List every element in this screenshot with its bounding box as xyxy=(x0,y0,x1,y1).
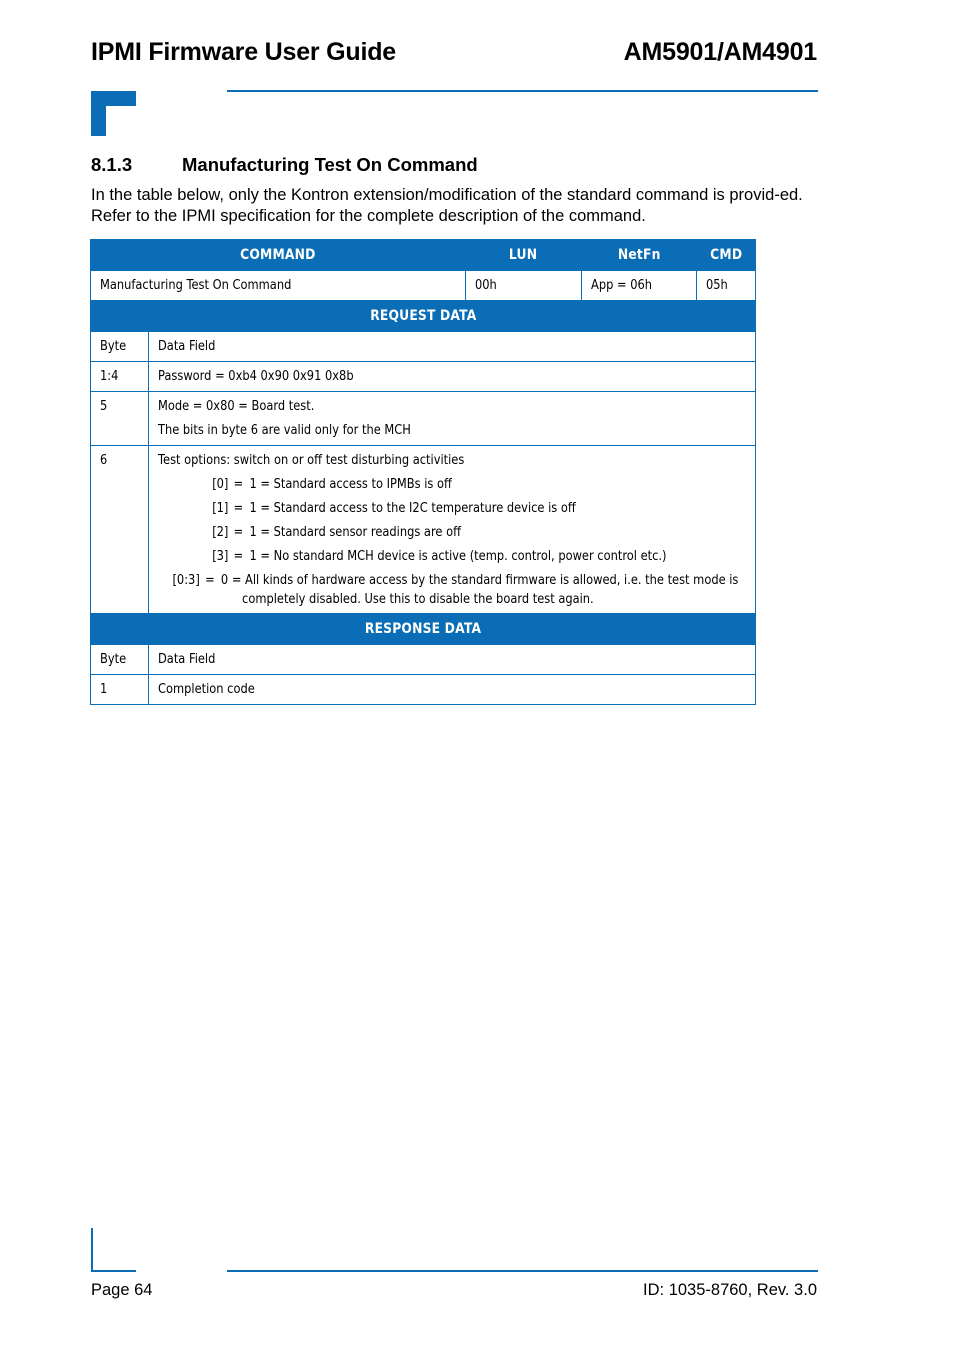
document-title: IPMI Firmware User Guide xyxy=(91,38,397,66)
header-lun: LUN xyxy=(466,240,582,271)
table-row xyxy=(91,392,756,446)
field-cell: Test options: switch on or off test disturbing activities [0] = 1 = Standard access to IPMBs is off [1] = 1 = Standard access to the I2C temperature device is off [2] = 1 = Standard sensor readings are off [3] = 1 = No standard MCH device is active (temp. control, power control etc.) [0:3] = 0 = All kinds of hardware access by the standard firmware is allowed, i.e. the test mode is completely disabled. Use this to disable the board test again. xyxy=(149,446,756,614)
option-item: [3] = 1 = No standard MCH device is active (temp. control, power control etc.) xyxy=(212,549,667,564)
response-data-title: RESPONSE DATA xyxy=(91,614,756,645)
field-cell: Password = 0xb4 0x90 0x91 0x8b xyxy=(149,362,756,392)
corner-mark-bottom xyxy=(91,1228,136,1272)
byte-cell: 1 xyxy=(91,675,149,705)
option-item: [0:3] = 0 = All kinds of hardware access by the standard firmware is allowed, i.e. the test mode is completely disabled. Use this to disable the board test again. xyxy=(172,573,739,607)
table-row xyxy=(91,675,756,705)
byte-cell: 6 xyxy=(91,446,149,614)
header-cmd: CMD xyxy=(697,240,756,271)
request-title-row xyxy=(91,301,756,332)
option-item: [2] = 1 = Standard sensor readings are off xyxy=(212,525,461,540)
field-cell: Completion code xyxy=(149,675,756,705)
section-number: 8.1.3 xyxy=(91,154,133,175)
command-name: Manufacturing Test On Command xyxy=(91,271,466,301)
request-header-row xyxy=(91,332,756,362)
response-title-row xyxy=(91,614,756,645)
command-row xyxy=(91,271,756,301)
request-byte-header: Byte xyxy=(91,332,149,362)
footer-rule xyxy=(227,1270,818,1272)
header-rule xyxy=(227,90,818,92)
byte-cell: 5 xyxy=(91,392,149,446)
document-id: ID: 1035-8760, Rev. 3.0 xyxy=(643,1281,817,1299)
section-title: Manufacturing Test On Command xyxy=(182,154,478,175)
option-item: [0] = 1 = Standard access to IPMBs is off xyxy=(212,477,452,492)
header-command: COMMAND xyxy=(91,240,466,271)
product-model: AM5901/AM4901 xyxy=(623,38,817,66)
table-header-row xyxy=(91,240,756,271)
table-row xyxy=(91,446,756,614)
command-lun: 00h xyxy=(466,271,582,301)
request-data-title: REQUEST DATA xyxy=(91,301,756,332)
section-heading xyxy=(91,154,478,176)
option-item: [1] = 1 = Standard access to the I2C temperature device is off xyxy=(212,501,576,516)
response-byte-header: Byte xyxy=(91,645,149,675)
response-field-header: Data Field xyxy=(149,645,756,675)
command-table xyxy=(90,239,756,705)
table-row xyxy=(91,362,756,392)
page-number: Page 64 xyxy=(91,1281,153,1299)
byte-cell: 1:4 xyxy=(91,362,149,392)
header-netfn: NetFn xyxy=(582,240,697,271)
command-netfn: App = 06h xyxy=(582,271,697,301)
corner-mark-top xyxy=(91,91,136,136)
response-header-row xyxy=(91,645,756,675)
command-cmd: 05h xyxy=(697,271,756,301)
intro-paragraph: In the table below, only the Kontron extension/modification of the standard command is provid-ed. Refer to the IPMI specification for the complete description of the command. xyxy=(91,186,803,225)
field-cell: Mode = 0x80 = Board test. The bits in byte 6 are valid only for the MCH xyxy=(149,392,756,446)
request-field-header: Data Field xyxy=(149,332,756,362)
test-options-list xyxy=(158,473,748,609)
